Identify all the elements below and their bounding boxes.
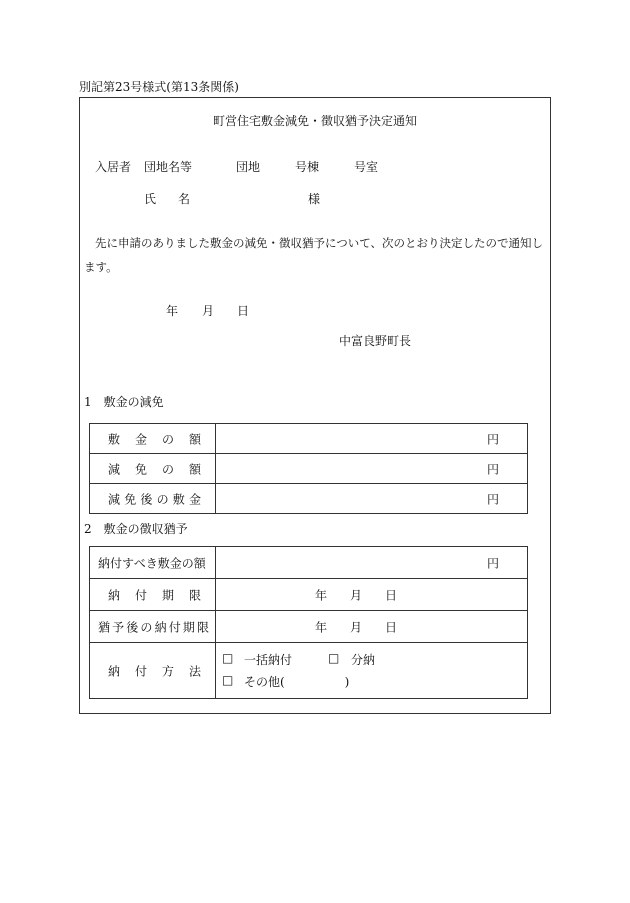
installment-label: 分納 xyxy=(351,653,376,667)
section1-heading: 1 敷金の減免 xyxy=(84,395,164,409)
form-reference: 別記第23号様式(第13条関係) xyxy=(79,80,239,94)
date-month: 月 xyxy=(202,304,215,318)
deferred-day: 日 xyxy=(385,620,398,634)
yen-unit: 円 xyxy=(486,462,499,476)
date-day: 日 xyxy=(237,304,250,318)
row-label-payment-deadline: 納 付 期 限 xyxy=(108,588,201,602)
installment-checkbox[interactable]: □ xyxy=(328,651,340,665)
table-row xyxy=(90,611,528,643)
yen-unit: 円 xyxy=(486,432,499,446)
deadline-month: 月 xyxy=(350,588,363,602)
lump-sum-label: 一括納付 xyxy=(244,653,293,667)
body-text-line-2: ます。 xyxy=(84,260,118,274)
deadline-year: 年 xyxy=(315,588,328,602)
row-label-deposit-after-reduction: 減 免 後 の 敷 金 xyxy=(108,492,201,506)
deferred-deadline-field[interactable] xyxy=(216,611,528,643)
table-row xyxy=(90,424,528,454)
row-label-deposit-amount: 敷 金 の 額 xyxy=(108,432,201,446)
deposit-deferral-table xyxy=(89,546,528,699)
payment-deadline-field[interactable] xyxy=(216,579,528,611)
lump-sum-checkbox[interactable]: □ xyxy=(222,651,234,665)
resident-label: 入居者 xyxy=(95,160,132,174)
deadline-day: 日 xyxy=(385,588,398,602)
name-label-2: 名 xyxy=(178,192,191,206)
deposit-after-reduction-field[interactable] xyxy=(216,484,528,514)
deposit-amount-field[interactable] xyxy=(216,424,528,454)
table-row xyxy=(90,579,528,611)
row-label-reduction-amount: 減 免 の 額 xyxy=(108,462,201,476)
row-label-payment-method: 納 付 方 法 xyxy=(108,664,201,678)
table-row xyxy=(90,484,528,514)
document-title: 町営住宅敷金減免・徴収猶予決定通知 xyxy=(212,114,417,128)
danchi-label: 団地 xyxy=(236,160,261,174)
danchi-name-label: 団地名等 xyxy=(144,160,193,174)
issuer-name: 中富良野町長 xyxy=(339,334,412,348)
yen-unit: 円 xyxy=(486,492,499,506)
other-checkbox[interactable]: □ xyxy=(222,673,234,687)
body-text-line-1: 先に申請のありました敷金の減免・徴収猶予について、次のとおり決定したので通知し xyxy=(95,236,544,250)
deferred-month: 月 xyxy=(350,620,363,634)
date-year: 年 xyxy=(166,304,179,318)
section2-heading: 2 敷金の徴収猶予 xyxy=(84,522,188,536)
name-label-1: 氏 xyxy=(144,192,157,206)
honorific-sama: 様 xyxy=(308,192,321,206)
payment-method-field xyxy=(216,643,528,699)
deposit-reduction-table xyxy=(89,423,528,514)
reduction-amount-field[interactable] xyxy=(216,454,528,484)
row-label-deferred-deadline: 猶 予 後 の 納 付 期 限 xyxy=(98,620,209,634)
row-label-payable-deposit: 納付すべき敷金の額 xyxy=(98,556,206,570)
table-row xyxy=(90,643,528,699)
yen-unit: 円 xyxy=(486,556,499,570)
building-label: 号棟 xyxy=(295,160,320,174)
room-label: 号室 xyxy=(354,160,379,174)
table-row xyxy=(90,547,528,579)
payable-deposit-field[interactable] xyxy=(216,547,528,579)
deferred-year: 年 xyxy=(315,620,328,634)
other-label: その他( ) xyxy=(244,675,350,689)
table-row xyxy=(90,454,528,484)
